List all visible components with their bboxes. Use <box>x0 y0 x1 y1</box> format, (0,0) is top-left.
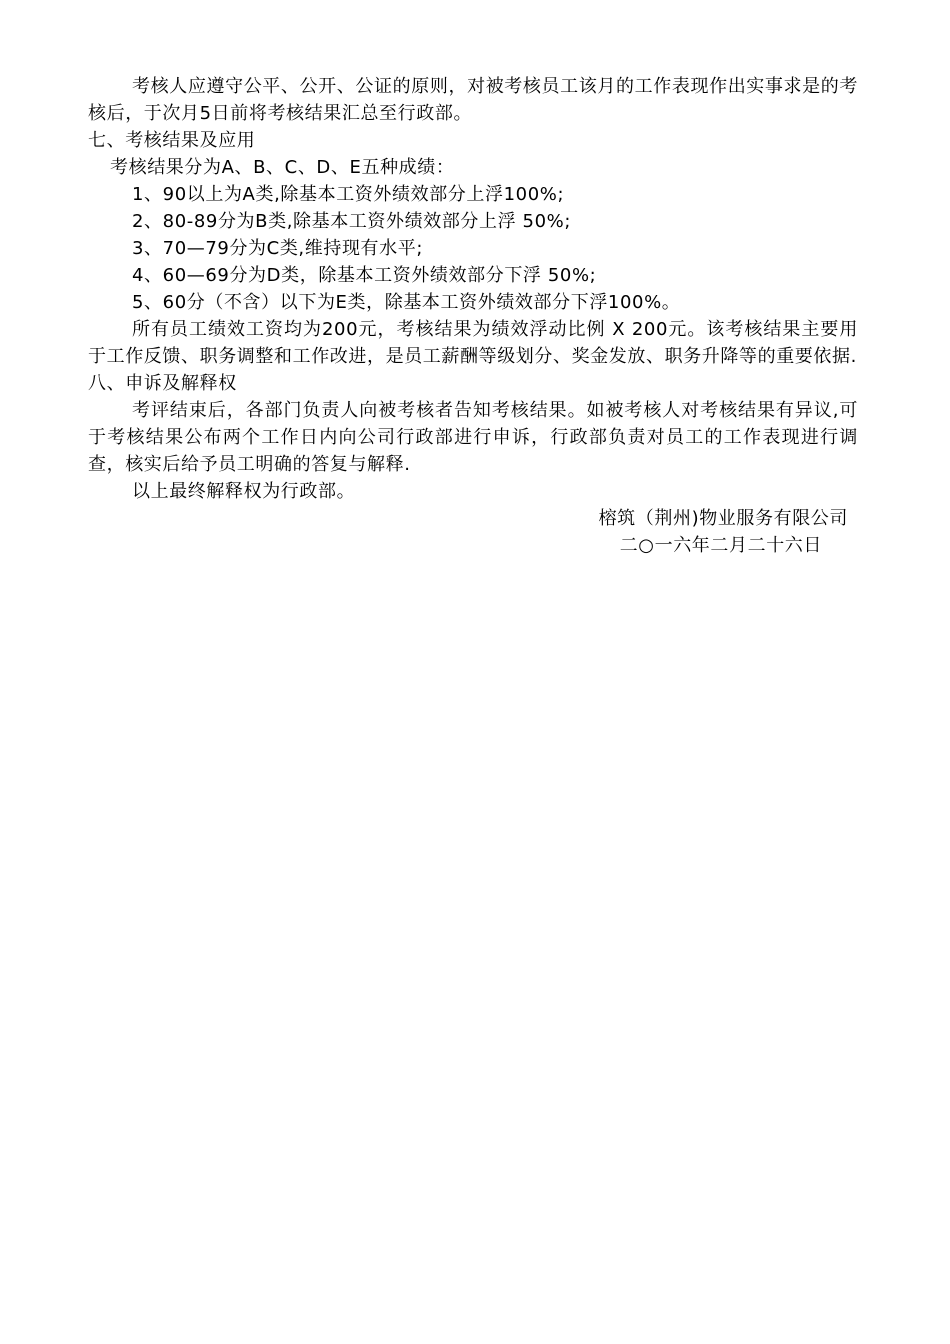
paragraph-review-principle: 考核人应遵守公平、公开、公证的原则，对被考核员工该月的工作表现作出实事求是的考核后，于次月5日前将考核结果汇总至行政部。 <box>88 76 858 124</box>
section-heading-7: 七、考核结果及应用 <box>88 130 256 151</box>
grade-item-c: 3、70—79分为C类,维持现有水平; <box>132 238 424 259</box>
grade-item-e: 5、60分（不含）以下为E类，除基本工资外绩效部分下浮100%。 <box>132 292 681 313</box>
grade-item-b: 2、80-89分为B类,除基本工资外绩效部分上浮 50%; <box>132 211 572 232</box>
document-body <box>88 73 858 559</box>
paragraph-interpretation: 以上最终解释权为行政部。 <box>132 481 356 502</box>
grades-intro: 考核结果分为A、B、C、D、E五种成绩： <box>110 157 455 178</box>
grade-item-d: 4、60—69分为D类，除基本工资外绩效部分下浮 50%; <box>132 265 597 286</box>
grade-item-a: 1、90以上为A类,除基本工资外绩效部分上浮100%; <box>132 184 565 205</box>
signature-date: 二○一六年二月二十六日 <box>619 535 822 556</box>
section-heading-8: 八、申诉及解释权 <box>88 373 237 394</box>
paragraph-salary-application: 所有员工绩效工资均为200元，考核结果为绩效浮动比例 X 200元。该考核结果主要用于工作反馈、职务调整和工作改进，是员工薪酬等级划分、奖金发放、职务升降等的重要依据. <box>88 319 858 367</box>
signature-company: 榕筑（荆州)物业服务有限公司 <box>598 508 848 529</box>
paragraph-appeal: 考评结束后，各部门负责人向被考核者告知考核结果。如被考核人对考核结果有异议,可于考核结果公布两个工作日内向公司行政部进行申诉，行政部负责对员工的工作表现进行调查，核实后给予员工明确的答复与解释. <box>88 400 858 475</box>
